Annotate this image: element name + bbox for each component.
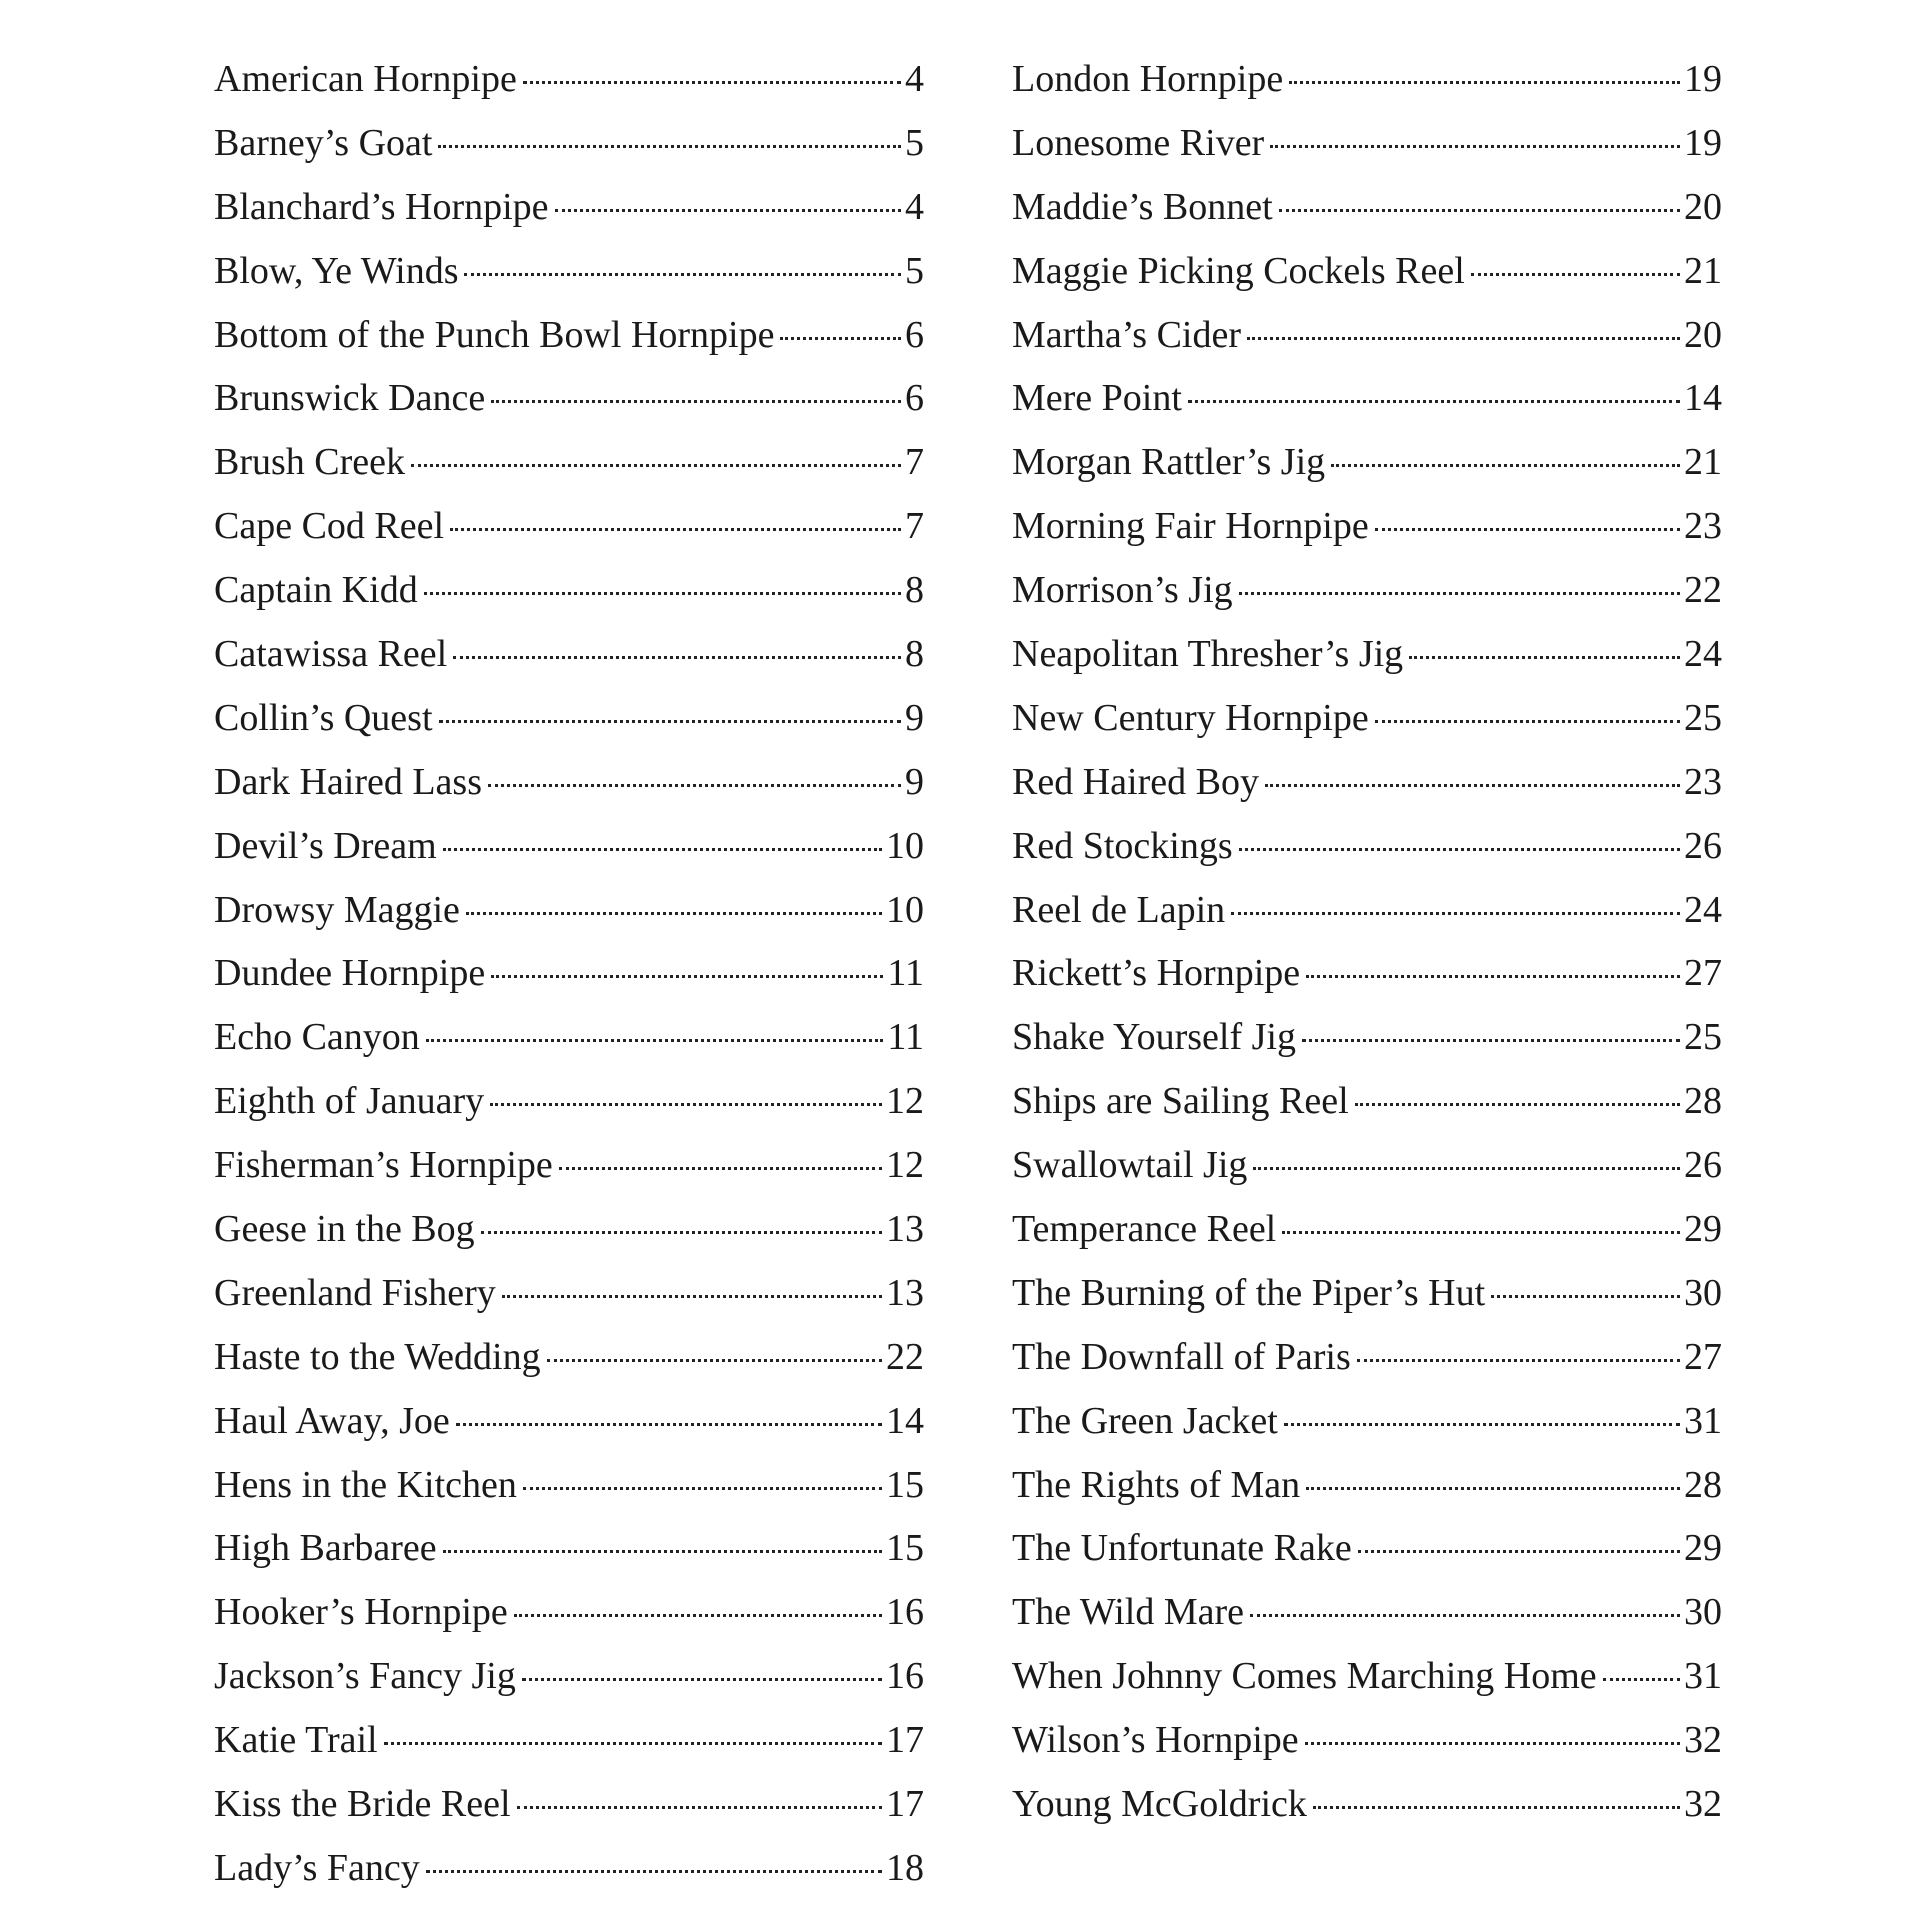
- dot-leader: [491, 400, 901, 403]
- dot-leader: [1603, 1678, 1680, 1681]
- toc-entry-page-number: 18: [886, 1846, 924, 1889]
- toc-entry: [1012, 1326, 1722, 1390]
- toc-entry: [214, 1262, 924, 1326]
- toc-entry: [1012, 1581, 1722, 1645]
- dot-leader: [466, 912, 882, 915]
- toc-entry: [1012, 1517, 1722, 1581]
- dot-leader: [1491, 1295, 1680, 1298]
- dot-leader: [456, 1423, 882, 1426]
- toc-entry-title: Haste to the Wedding: [214, 1335, 541, 1378]
- dot-leader: [1270, 145, 1680, 148]
- dot-leader: [1331, 464, 1680, 467]
- dot-leader: [384, 1742, 882, 1745]
- toc-entry-title: Bottom of the Punch Bowl Hornpipe: [214, 313, 775, 356]
- toc-entry-page-number: 13: [886, 1208, 924, 1251]
- toc-entry: [214, 879, 924, 943]
- toc-entry-title: Katie Trail: [214, 1719, 378, 1762]
- toc-entry: [214, 1006, 924, 1070]
- toc-entry-title: Martha’s Cider: [1012, 313, 1242, 356]
- toc-entry-title: Morgan Rattler’s Jig: [1012, 441, 1326, 484]
- dot-leader: [502, 1295, 882, 1298]
- dot-leader: [481, 1231, 882, 1234]
- toc-entry: [1012, 1262, 1722, 1326]
- toc-entry-title: Kiss the Bride Reel: [214, 1783, 511, 1826]
- dot-leader: [464, 273, 901, 276]
- toc-entry-page-number: 9: [905, 696, 924, 739]
- toc-entry-page-number: 22: [886, 1335, 924, 1378]
- toc-entry: [1012, 1454, 1722, 1518]
- toc-entry: [1012, 367, 1722, 431]
- toc-entry-page-number: 28: [1684, 1463, 1722, 1506]
- toc-entry-page-number: 30: [1684, 1591, 1722, 1634]
- toc-entry-title: Hooker’s Hornpipe: [214, 1591, 508, 1634]
- toc-entry: [214, 1709, 924, 1773]
- toc-entry: [1012, 1773, 1722, 1837]
- dot-leader: [1239, 848, 1680, 851]
- toc-entry-title: Shake Yourself Jig: [1012, 1016, 1296, 1059]
- toc-entry: [214, 176, 924, 240]
- toc-entry: [214, 1390, 924, 1454]
- toc-entry: [1012, 559, 1722, 623]
- dot-leader: [450, 528, 901, 531]
- toc-entry-title: Geese in the Bog: [214, 1208, 475, 1251]
- dot-leader: [1409, 656, 1680, 659]
- dot-leader: [547, 1359, 882, 1362]
- toc-entry-page-number: 29: [1684, 1527, 1722, 1570]
- toc-entry: [1012, 1134, 1722, 1198]
- dot-leader: [1253, 1167, 1680, 1170]
- toc-entry: [214, 1134, 924, 1198]
- toc-entry-page-number: 22: [1684, 569, 1722, 612]
- toc-entry-title: Lonesome River: [1012, 121, 1265, 164]
- toc-entry-title: Maddie’s Bonnet: [1012, 185, 1273, 228]
- dot-leader: [1247, 337, 1680, 340]
- dot-leader: [555, 209, 901, 212]
- toc-entry: [1012, 304, 1722, 368]
- toc-entry-page-number: 17: [886, 1783, 924, 1826]
- toc-entry-page-number: 19: [1684, 58, 1722, 100]
- toc-entry: [1012, 176, 1722, 240]
- toc-entry-title: Jackson’s Fancy Jig: [214, 1655, 516, 1698]
- toc-entry-title: Collin’s Quest: [214, 696, 433, 739]
- toc-entry-title: Brush Creek: [214, 441, 406, 484]
- toc-entry-page-number: 27: [1684, 1335, 1722, 1378]
- toc-entry: [214, 1326, 924, 1390]
- toc-entry-page-number: 7: [905, 505, 924, 548]
- toc-entry: [214, 751, 924, 815]
- toc-entry-page-number: 10: [886, 824, 924, 867]
- toc-entry: [1012, 240, 1722, 304]
- toc-entry-title: Red Stockings: [1012, 824, 1233, 867]
- toc-entry-page-number: 9: [905, 760, 924, 803]
- dot-leader: [1231, 912, 1680, 915]
- toc-entry-title: American Hornpipe: [214, 58, 517, 100]
- dot-leader: [1265, 784, 1680, 787]
- dot-leader: [411, 464, 901, 467]
- toc-entry-page-number: 8: [905, 569, 924, 612]
- dot-leader: [1289, 81, 1680, 84]
- dot-leader: [424, 592, 901, 595]
- toc-entry: [214, 112, 924, 176]
- toc-entry: [1012, 1070, 1722, 1134]
- toc-entry-page-number: 19: [1684, 121, 1722, 164]
- toc-entry-page-number: 30: [1684, 1271, 1722, 1314]
- dot-leader: [491, 975, 883, 978]
- toc-entry-title: Echo Canyon: [214, 1016, 420, 1059]
- toc-entry-page-number: 10: [886, 888, 924, 931]
- toc-entry-page-number: 4: [905, 58, 924, 100]
- toc-entry: [1012, 687, 1722, 751]
- toc-entry: [1012, 751, 1722, 815]
- toc-entry: [1012, 1709, 1722, 1773]
- toc-entry: [214, 1837, 924, 1901]
- toc-entry-page-number: 6: [905, 313, 924, 356]
- toc-entry-page-number: 31: [1684, 1655, 1722, 1698]
- toc-entry-title: Captain Kidd: [214, 569, 418, 612]
- toc-entry-title: New Century Hornpipe: [1012, 696, 1369, 739]
- toc-entry-page-number: 20: [1684, 185, 1722, 228]
- toc-entry-title: The Downfall of Paris: [1012, 1335, 1351, 1378]
- toc-entry-page-number: 20: [1684, 313, 1722, 356]
- dot-leader: [1188, 400, 1680, 403]
- toc-entry-page-number: 12: [886, 1144, 924, 1187]
- toc-entry-title: Temperance Reel: [1012, 1208, 1277, 1251]
- toc-entry-title: High Barbaree: [214, 1527, 437, 1570]
- toc-entry: [214, 48, 924, 112]
- toc-entry-title: The Green Jacket: [1012, 1399, 1278, 1442]
- toc-entry: [1012, 815, 1722, 879]
- toc-entry-title: Wilson’s Hornpipe: [1012, 1719, 1299, 1762]
- toc-entry-page-number: 16: [886, 1591, 924, 1634]
- toc-entry-title: Fisherman’s Hornpipe: [214, 1144, 553, 1187]
- toc-entry-title: Dark Haired Lass: [214, 760, 483, 803]
- dot-leader: [1355, 1103, 1680, 1106]
- toc-entry-page-number: 7: [905, 441, 924, 484]
- toc-entry-page-number: 21: [1684, 441, 1722, 484]
- toc-entry-title: When Johnny Comes Marching Home: [1012, 1655, 1597, 1698]
- toc-entry: [214, 1198, 924, 1262]
- dot-leader: [426, 1870, 882, 1873]
- toc-entry-page-number: 14: [1684, 377, 1722, 420]
- dot-leader: [522, 1678, 882, 1681]
- toc-entry-title: Greenland Fishery: [214, 1271, 496, 1314]
- toc-entry-page-number: 12: [886, 1080, 924, 1123]
- toc-entry-page-number: 14: [886, 1399, 924, 1442]
- toc-entry: [214, 1773, 924, 1837]
- dot-leader: [1250, 1614, 1680, 1617]
- dot-leader: [1375, 528, 1680, 531]
- toc-column-left: [214, 48, 924, 1901]
- dot-leader: [490, 1103, 882, 1106]
- toc-entry-title: Swallowtail Jig: [1012, 1144, 1248, 1187]
- toc-entry: [1012, 112, 1722, 176]
- toc-entry: [214, 687, 924, 751]
- dot-leader: [559, 1167, 882, 1170]
- toc-entry-title: The Rights of Man: [1012, 1463, 1301, 1506]
- toc-entry-page-number: 24: [1684, 633, 1722, 676]
- dot-leader: [426, 1039, 884, 1042]
- toc-entry-page-number: 15: [886, 1463, 924, 1506]
- dot-leader: [1302, 1039, 1680, 1042]
- toc-entry: [214, 1070, 924, 1134]
- toc-entry-title: The Unfortunate Rake: [1012, 1527, 1352, 1570]
- toc-entry: [214, 367, 924, 431]
- toc-entry-title: Drowsy Maggie: [214, 888, 460, 931]
- dot-leader: [1471, 273, 1680, 276]
- toc-column-right: [1012, 48, 1722, 1837]
- dot-leader: [1358, 1550, 1680, 1553]
- toc-entry-page-number: 17: [886, 1719, 924, 1762]
- dot-leader: [780, 337, 901, 340]
- toc-entry-page-number: 27: [1684, 952, 1722, 995]
- toc-entry-page-number: 11: [887, 1016, 924, 1059]
- toc-entry-page-number: 8: [905, 633, 924, 676]
- toc-entry-page-number: 13: [886, 1271, 924, 1314]
- toc-entry-page-number: 21: [1684, 249, 1722, 292]
- toc-entry-page-number: 15: [886, 1527, 924, 1570]
- dot-leader: [1305, 1742, 1680, 1745]
- toc-entry-title: Haul Away, Joe: [214, 1399, 450, 1442]
- toc-entry: [214, 623, 924, 687]
- toc-entry-title: Neapolitan Thresher’s Jig: [1012, 633, 1404, 676]
- toc-entry: [1012, 431, 1722, 495]
- dot-leader: [439, 720, 901, 723]
- dot-leader: [523, 1487, 882, 1490]
- dot-leader: [1239, 592, 1680, 595]
- toc-entry: [214, 559, 924, 623]
- toc-entry-page-number: 32: [1684, 1783, 1722, 1826]
- toc-entry-title: Blanchard’s Hornpipe: [214, 185, 549, 228]
- toc-entry: [1012, 48, 1722, 112]
- toc-entry-title: Mere Point: [1012, 377, 1182, 420]
- toc-entry-title: Dundee Hornpipe: [214, 952, 486, 995]
- toc-entry: [214, 1454, 924, 1518]
- dot-leader: [443, 848, 882, 851]
- toc-entry: [214, 942, 924, 1006]
- toc-entry: [1012, 1198, 1722, 1262]
- toc-entry-page-number: 23: [1684, 505, 1722, 548]
- toc-entry-title: Eighth of January: [214, 1080, 485, 1123]
- toc-entry: [214, 431, 924, 495]
- toc-entry-page-number: 26: [1684, 1144, 1722, 1187]
- dot-leader: [453, 656, 901, 659]
- toc-entry-title: Rickett’s Hornpipe: [1012, 952, 1301, 995]
- toc-entry-page-number: 5: [905, 121, 924, 164]
- toc-entry: [1012, 1645, 1722, 1709]
- dot-leader: [1313, 1806, 1680, 1809]
- dot-leader: [1306, 975, 1680, 978]
- toc-entry-title: London Hornpipe: [1012, 58, 1284, 100]
- dot-leader: [514, 1614, 882, 1617]
- toc-entry: [214, 1645, 924, 1709]
- toc-entry: [1012, 495, 1722, 559]
- toc-entry-title: Maggie Picking Cockels Reel: [1012, 249, 1465, 292]
- dot-leader: [438, 145, 901, 148]
- toc-entry-title: Morning Fair Hornpipe: [1012, 505, 1369, 548]
- toc-entry-page-number: 24: [1684, 888, 1722, 931]
- toc-entry-title: Cape Cod Reel: [214, 505, 445, 548]
- dot-leader: [443, 1550, 882, 1553]
- toc-entry-page-number: 6: [905, 377, 924, 420]
- toc-entry: [214, 1517, 924, 1581]
- dot-leader: [488, 784, 901, 787]
- toc-entry: [1012, 942, 1722, 1006]
- toc-entry-page-number: 4: [905, 185, 924, 228]
- toc-entry-title: Blow, Ye Winds: [214, 249, 459, 292]
- toc-entry: [214, 1581, 924, 1645]
- dot-leader: [1284, 1423, 1680, 1426]
- toc-entry-page-number: 11: [887, 952, 924, 995]
- toc-entry-page-number: 25: [1684, 1016, 1722, 1059]
- toc-entry-page-number: 25: [1684, 696, 1722, 739]
- dot-leader: [1375, 720, 1680, 723]
- toc-entry: [1012, 879, 1722, 943]
- toc-entry-page-number: 28: [1684, 1080, 1722, 1123]
- toc-entry-page-number: 31: [1684, 1399, 1722, 1442]
- toc-entry-page-number: 29: [1684, 1208, 1722, 1251]
- toc-entry-title: Hens in the Kitchen: [214, 1463, 517, 1506]
- toc-entry-title: The Wild Mare: [1012, 1591, 1245, 1634]
- dot-leader: [1357, 1359, 1680, 1362]
- toc-entry-title: Morrison’s Jig: [1012, 569, 1233, 612]
- toc-entry-title: Reel de Lapin: [1012, 888, 1226, 931]
- toc-entry-page-number: 32: [1684, 1719, 1722, 1762]
- toc-entry: [1012, 1006, 1722, 1070]
- toc-entry-title: Ships are Sailing Reel: [1012, 1080, 1349, 1123]
- toc-entry-title: The Burning of the Piper’s Hut: [1012, 1271, 1486, 1314]
- toc-entry: [1012, 1390, 1722, 1454]
- dot-leader: [1306, 1487, 1680, 1490]
- toc-entry-title: Brunswick Dance: [214, 377, 486, 420]
- toc-entry-title: Catawissa Reel: [214, 633, 448, 676]
- toc-entry: [214, 240, 924, 304]
- toc-entry-page-number: 26: [1684, 824, 1722, 867]
- toc-entry-page-number: 5: [905, 249, 924, 292]
- dot-leader: [517, 1806, 882, 1809]
- toc-entry-title: Barney’s Goat: [214, 121, 433, 164]
- toc-entry: [214, 495, 924, 559]
- dot-leader: [1282, 1231, 1680, 1234]
- toc-entry-title: Young McGoldrick: [1012, 1783, 1307, 1826]
- toc-entry: [1012, 623, 1722, 687]
- toc-entry-title: Red Haired Boy: [1012, 760, 1259, 803]
- toc-entry-page-number: 16: [886, 1655, 924, 1698]
- toc-entry: [214, 815, 924, 879]
- toc-entry-title: Lady’s Fancy: [214, 1846, 420, 1889]
- toc-entry-title: Devil’s Dream: [214, 824, 437, 867]
- dot-leader: [1279, 209, 1680, 212]
- toc-entry: [214, 304, 924, 368]
- toc-entry-page-number: 23: [1684, 760, 1722, 803]
- dot-leader: [523, 81, 901, 84]
